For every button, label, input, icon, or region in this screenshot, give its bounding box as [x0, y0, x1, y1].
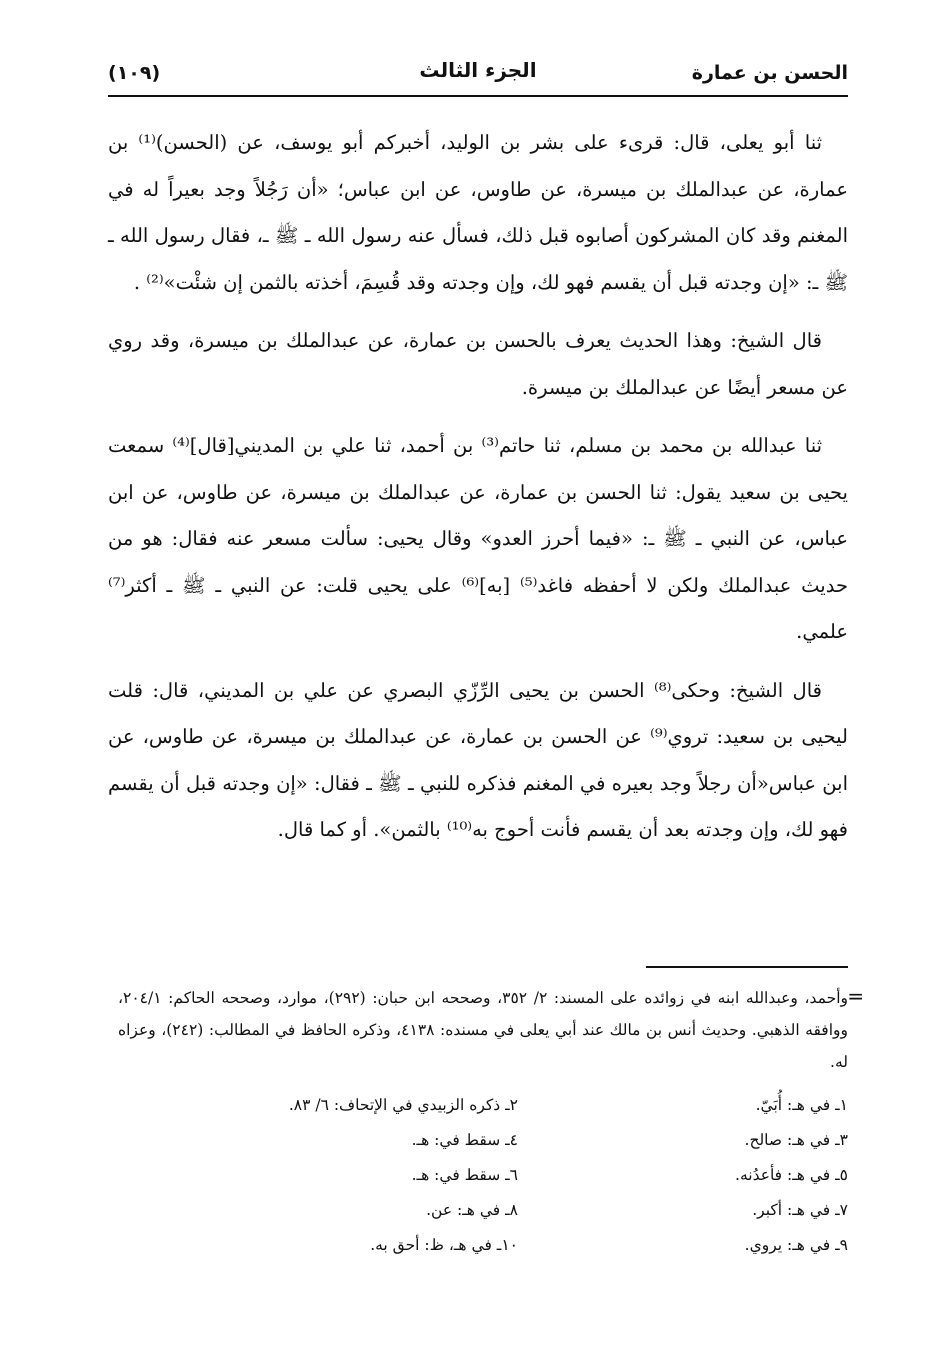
footnote-2: ٢ـ ذكره الزبيدي في الإتحاف: ٦/ ٨٣. — [288, 1096, 518, 1114]
footnote-4: ٤ـ سقط في: هـ. — [411, 1131, 518, 1149]
header-rule — [108, 95, 848, 97]
paragraph-hadith-1: ثنا أبو يعلى، قال: قرىء على بشر بن الوليد، أخبركم أبو يوسف، عن (الحسن)⁽¹⁾ بن عمارة، عن عبدالملك بن ميسرة، عن طاوس، عن ابن عباس؛ «أن رَجُلاً وجد بعيراً له في المغنم وقد كان المشركون أصابوه قبل ذلك، فسأل عنه رسول الله ـ ﷺ ـ، فقال رسول الله ـ ﷺ ـ: «إن وجدته قبل أن يقسم فهو لك، وإن وجدته وقد قُسِمَ، أخذته بالثمن إن شئْت»⁽²⁾ . — [108, 131, 848, 294]
paragraph-hadith-2: ثنا عبدالله بن محمد بن مسلم، ثنا حاتم⁽³⁾ بن أحمد، ثنا علي بن المديني[قال]⁽⁴⁾ سمعت يحيى بن سعيد يقول: ثنا الحسن بن عمارة، عن عبدالملك بن ميسرة، عن طاوس، عن ابن عباس، عن النبي ـ ﷺ ـ: «فيما أحرز العدو» وقال يحيى: سألت مسعر عنه فقال: هو من حديث عبدالملك ولكن لا أحفظه فاغد⁽⁵⁾ [به]⁽⁶⁾ على يحيى قلت: عن النبي ـ ﷺ ـ أكثر⁽⁷⁾ علمي. — [108, 434, 849, 643]
running-header — [108, 56, 848, 92]
footnote-row — [118, 1131, 848, 1166]
footnote-continuation-mark: = — [847, 984, 864, 1008]
footnote-list — [118, 1096, 848, 1271]
paragraph-comment-2: قال الشيخ: وحكى⁽⁸⁾ الحسن بن يحيى الرِّزّي البصري عن علي بن المديني، قال: قلت ليحيى بن سعيد: تروي⁽⁹⁾ عن الحسن بن عمارة، عن عبدالملك بن ميسرة، عن طاوس، عن ابن عباس«أن رجلاً وجد بعيره في المغنم فذكره للنبي ـ ﷺ ـ فقال: «إن وجدته قبل أن يقسم فهو لك، وإن وجدته بعد أن يقسم فأنت أحوج به⁽¹⁰⁾ بالثمن». أو كما قال. — [108, 678, 848, 841]
footnote-row — [118, 1166, 848, 1201]
main-text — [108, 120, 848, 854]
footnote-10: ١٠ـ في هـ، ظ: أحق به. — [370, 1236, 518, 1254]
footnote-5: ٥ـ في هـ: فأعدُنه. — [735, 1166, 848, 1184]
footnote-6: ٦ـ سقط في: هـ. — [411, 1166, 518, 1184]
header-volume-title: الجزء الثالث — [419, 58, 537, 82]
footnote-continuation: وأحمد، وعبدالله ابنه في زوائده على المسند: ٢/ ٣٥٢، وصححه ابن حبان: (٢٩٢)، موارد، وصححه الحاكم: ٢٠٤/١، ووافقه الذهبي. وحديث أنس بن مالك عند أبي يعلى في مسنده: ٤١٣٨، وذكره الحافظ في المطالب: (٢٤٢)، وعزاه له. — [118, 989, 848, 1071]
footnote-8: ٨ـ في هـ: عن. — [426, 1201, 518, 1219]
footnote-3: ٣ـ في هـ: صالح. — [744, 1131, 848, 1149]
footnote-1: ١ـ في هـ: أُبَيّ. — [755, 1096, 848, 1114]
footnote-9: ٩ـ في هـ: يروي. — [744, 1236, 848, 1254]
footnote-7: ٧ـ في هـ: أكبر. — [752, 1201, 848, 1219]
footnote-row — [118, 1236, 848, 1271]
header-section-title: الحسن بن عمارة — [691, 62, 848, 84]
header-page-number: (١٠٩) — [108, 62, 161, 84]
paragraph-comment-1: قال الشيخ: وهذا الحديث يعرف بالحسن بن عمارة، عن عبدالملك بن ميسرة، وقد روي عن مسعر أيضًا عن عبدالملك بن ميسرة. — [108, 329, 848, 399]
footnote-row — [118, 1096, 848, 1131]
footnote-separator — [646, 966, 848, 968]
footnote-row — [118, 1201, 848, 1236]
